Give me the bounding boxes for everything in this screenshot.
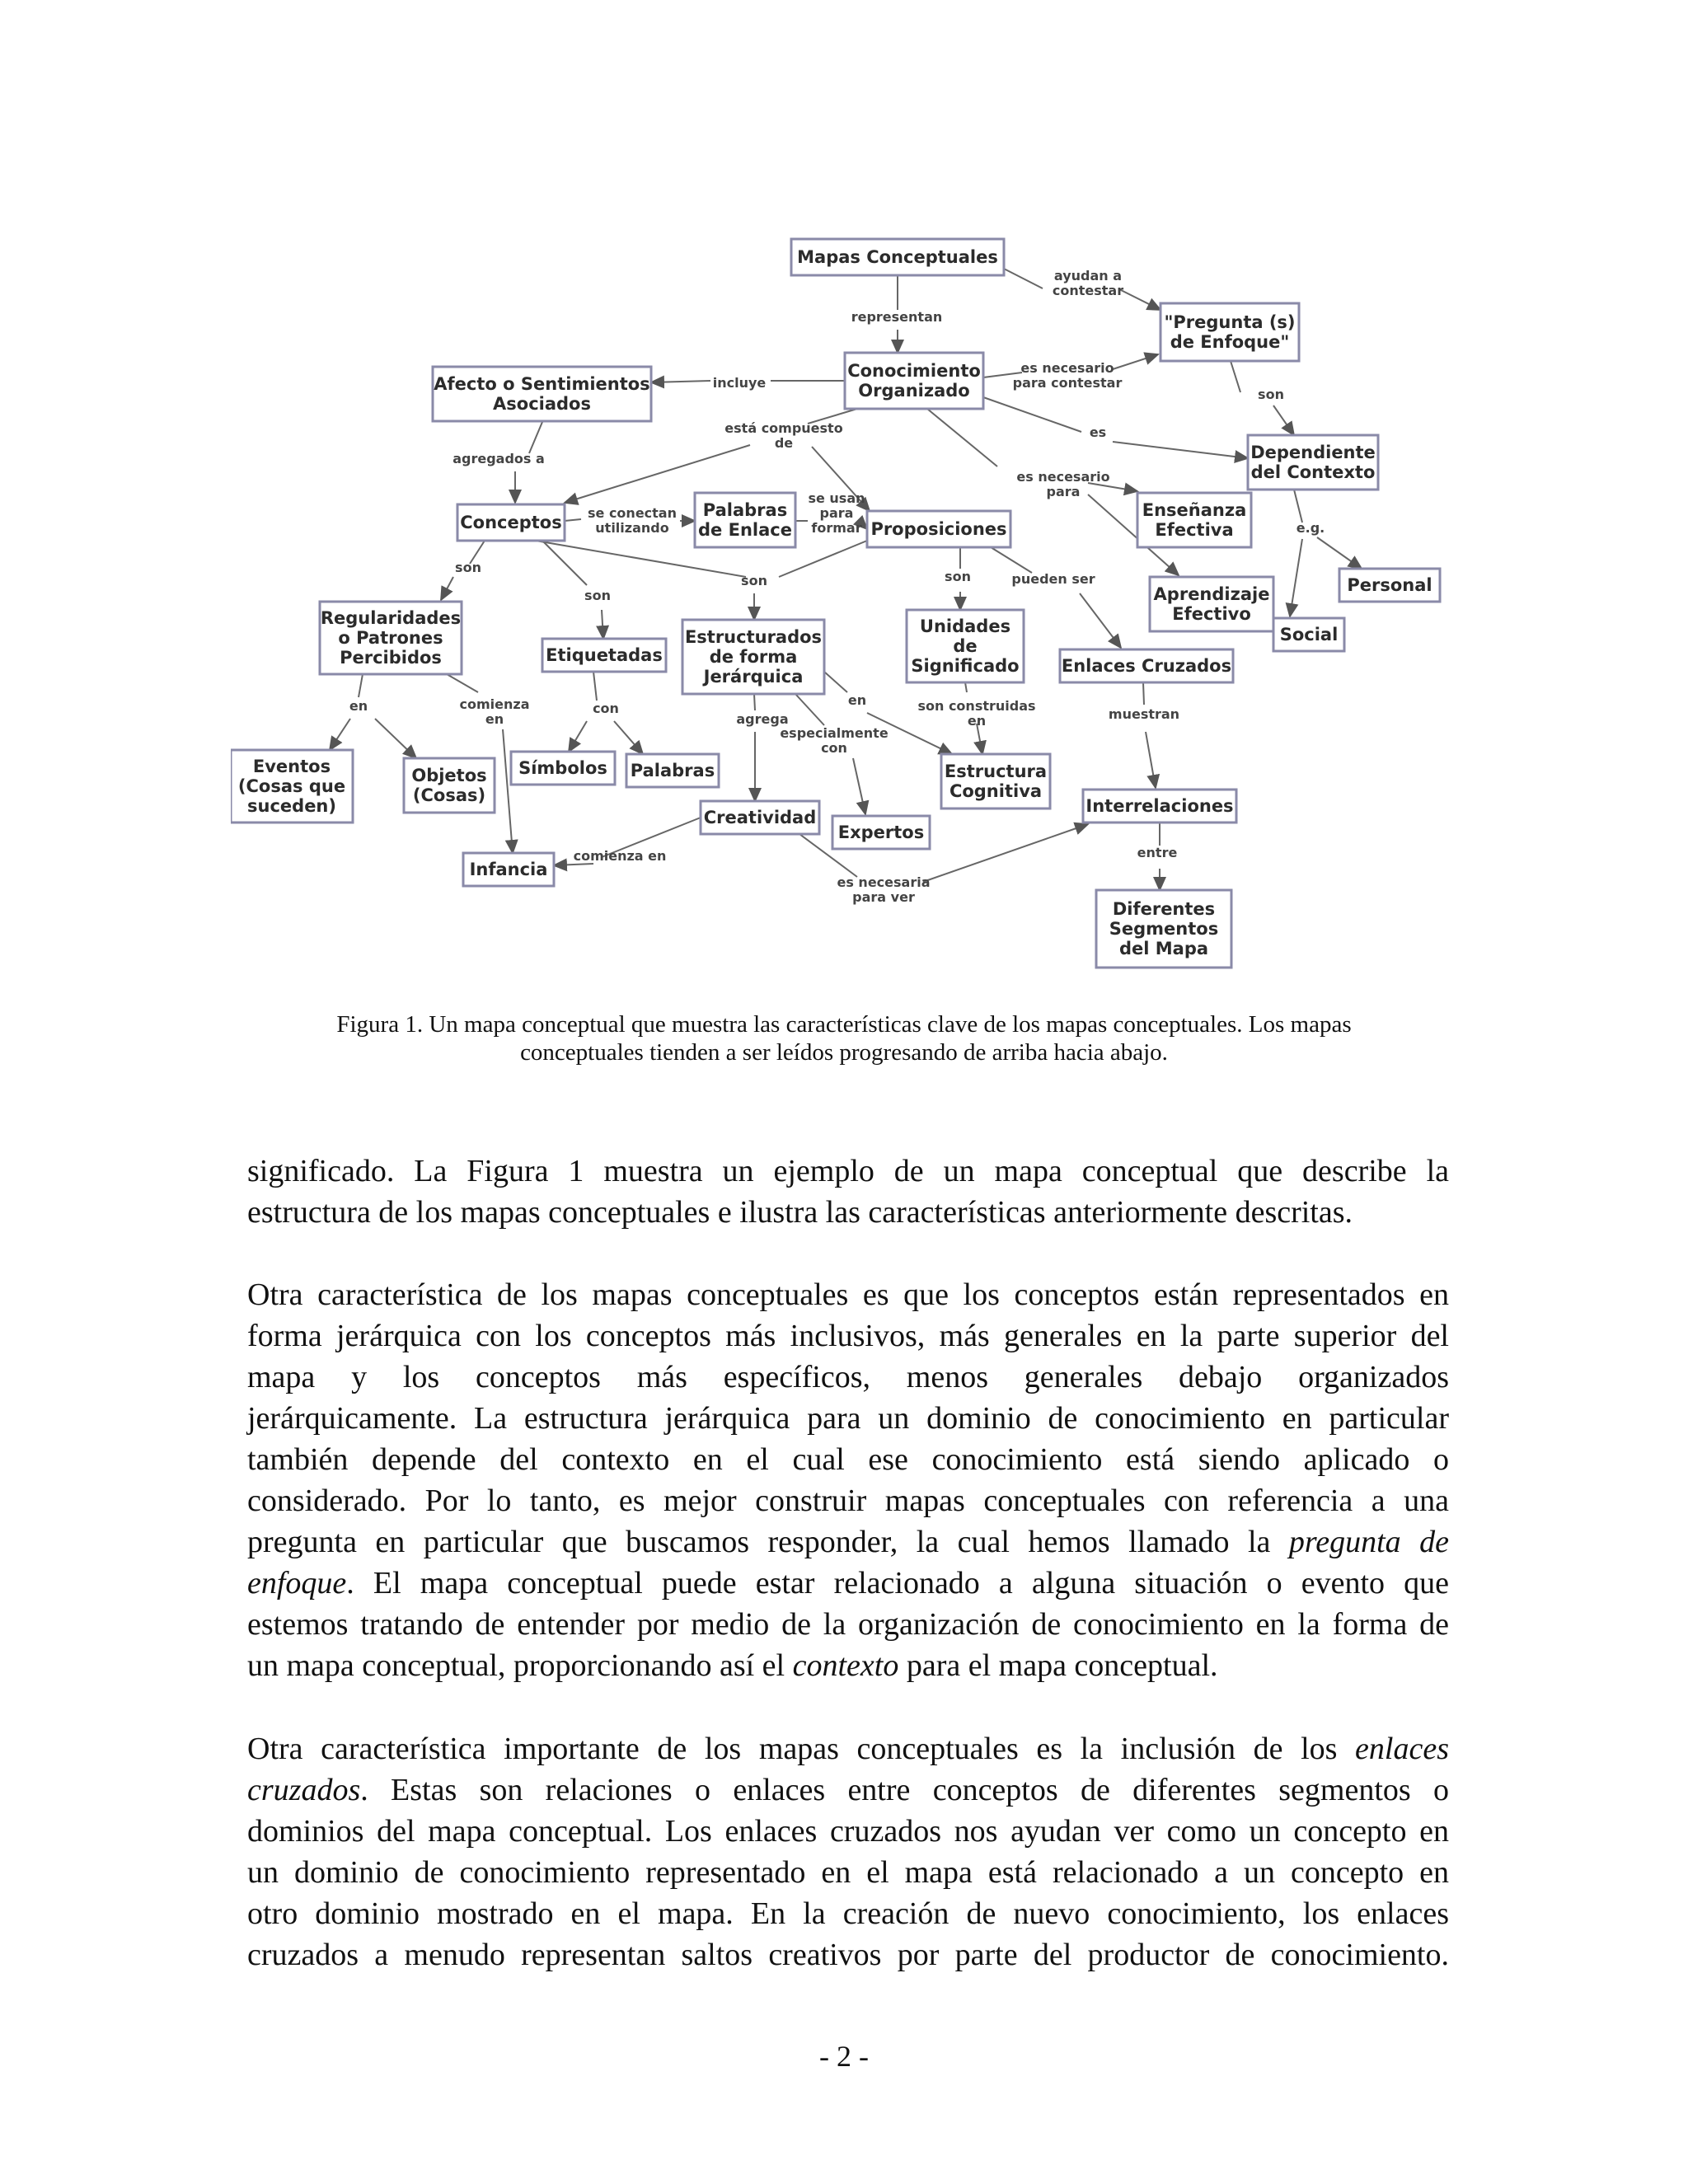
concept-node-text: Enlaces Cruzados <box>1061 656 1232 676</box>
link-label-text: para ver <box>852 889 915 905</box>
concept-map-figure <box>231 231 1451 989</box>
concept-node-text: Proposiciones <box>870 519 1007 539</box>
text-run: para el mapa conceptual. <box>898 1648 1218 1683</box>
link-label-text: contestar <box>1052 283 1124 298</box>
concept-link-line <box>330 719 350 750</box>
concept-node-text: Efectiva <box>1155 520 1234 540</box>
link-label-se-conectan <box>588 505 677 536</box>
text-line: estemos tratando de entender por medio de la organización de conocimiento en la forma de <box>247 1607 1449 1642</box>
link-label-text: en <box>485 711 504 727</box>
concept-node-text: del Contexto <box>1250 462 1376 482</box>
concept-node-palabras-enlace <box>695 493 795 547</box>
paragraph-3 <box>247 1728 1449 1975</box>
link-label-text: utilizando <box>595 520 669 536</box>
link-label-text: es necesario <box>1020 360 1114 376</box>
concept-node-text: Asociados <box>493 394 591 414</box>
text-line: un dominio de conocimiento representado en el mapa está relacionado a un concepto en <box>247 1855 1449 1890</box>
concept-link-line <box>1080 593 1121 648</box>
link-label-esta-compuesto <box>724 420 842 451</box>
link-label-text: es necesaria <box>837 874 931 890</box>
text-line: mapa y los conceptos más específicos, menos generales debajo organizados <box>247 1360 1449 1394</box>
link-label-text: son <box>741 573 767 588</box>
concept-node-text: Palabras <box>702 500 788 520</box>
italic-term: enlaces <box>1355 1732 1449 1766</box>
concept-link-line <box>991 547 1032 573</box>
link-label-text: en <box>847 692 867 708</box>
concept-link-line <box>529 422 542 453</box>
concept-link-line <box>375 719 416 758</box>
text-line <box>247 1769 1449 1811</box>
figure-caption <box>239 1010 1449 1066</box>
concept-node-objetos <box>404 758 495 813</box>
link-label-text: con <box>821 740 847 756</box>
text-line: estructura de los mapas conceptuales e ilustra las características anteriormente descritas. <box>247 1195 1353 1230</box>
link-label-text: son <box>945 569 971 584</box>
link-label-incluye <box>713 375 767 391</box>
concept-node-text: Estructurados <box>684 627 823 647</box>
concept-node-mapas <box>791 239 1004 275</box>
link-label-comienza-en-2 <box>574 848 667 864</box>
text-line: jerárquicamente. La estructura jerárquica para un dominio de conocimiento en particular <box>247 1401 1449 1436</box>
concept-node-text: Dependiente <box>1250 443 1376 462</box>
concept-link-line <box>1290 539 1302 616</box>
link-label-son-2 <box>455 560 481 575</box>
caption-line-2: conceptuales tienden a ser leídos progresando de arriba hacia abajo. <box>520 1039 1168 1066</box>
concept-link-line <box>614 721 643 754</box>
text-line: Otra característica de los mapas conceptuales es que los conceptos están representados en <box>247 1277 1449 1312</box>
concept-node-unidades <box>907 610 1024 682</box>
link-label-son-1 <box>1258 387 1284 402</box>
concept-node-interrelaciones <box>1083 790 1236 823</box>
link-label-text: está compuesto <box>724 420 843 436</box>
link-label-text: con <box>593 701 619 716</box>
link-label-text: agrega <box>736 711 789 727</box>
concept-node-text: Organizado <box>858 381 970 401</box>
italic-term: cruzados <box>247 1773 361 1807</box>
concept-node-afecto <box>433 367 651 421</box>
concept-link-line <box>983 397 1081 432</box>
link-label-text: son <box>1258 387 1284 402</box>
concept-node-text: de Enlace <box>698 520 792 540</box>
text-line: dominios del mapa conceptual. Los enlaces cruzados nos ayudan ver como un concepto en <box>247 1814 1449 1849</box>
text-run: Otra característica importante de los mapas conceptuales es la inclusión de los <box>247 1732 1356 1766</box>
text-line: forma jerárquica con los conceptos más inclusivos, más generales en la parte superior del <box>247 1319 1449 1353</box>
link-label-es <box>1090 424 1106 440</box>
concept-node-diferentes <box>1096 890 1231 968</box>
link-label-text: agregados a <box>452 451 545 466</box>
concept-node-text: Unidades <box>919 616 1011 636</box>
text-line <box>247 1563 1449 1604</box>
concept-link-line <box>1273 405 1294 435</box>
concept-node-aprendizaje <box>1150 577 1273 631</box>
concept-node-simbolos <box>511 752 615 785</box>
concept-link-line <box>754 694 755 710</box>
concept-node-text: Afecto o Sentimientos <box>434 374 650 394</box>
link-label-son-construidas <box>917 698 1035 729</box>
text-run: . El mapa conceptual puede estar relacionado a alguna situación o evento que <box>346 1566 1449 1601</box>
link-label-es-necesario-contestar <box>1013 360 1123 391</box>
concept-node-text: del Mapa <box>1118 939 1209 958</box>
concept-node-text: Social <box>1279 625 1339 644</box>
link-label-text: en <box>349 698 368 714</box>
concept-node-social <box>1273 618 1344 651</box>
text-line <box>247 1645 1449 1686</box>
concept-node-text: Aprendizaje <box>1153 584 1270 604</box>
link-label-en-2 <box>848 692 866 708</box>
link-label-son-3 <box>584 588 611 603</box>
concept-node-text: Cognitiva <box>949 781 1043 801</box>
concept-link-line <box>441 577 453 600</box>
concept-node-regularidades <box>320 602 462 674</box>
concept-link-line <box>359 674 363 697</box>
link-label-agregados <box>452 451 545 466</box>
link-label-text: en <box>967 713 987 729</box>
concept-node-creatividad <box>701 801 819 834</box>
concept-node-text: Conceptos <box>460 513 562 532</box>
link-label-text: son <box>584 588 611 603</box>
concept-node-estructura-cognitiva <box>941 754 1050 808</box>
link-label-text: representan <box>851 309 943 325</box>
page-number: - 2 - <box>819 2040 869 2073</box>
concept-link-line <box>1113 354 1158 369</box>
concept-node-text: de Enfoque" <box>1170 332 1290 352</box>
concept-link-line <box>554 864 593 865</box>
concept-node-text: de <box>953 636 978 656</box>
link-label-text: para contestar <box>1012 375 1123 391</box>
link-label-comienza-en-1 <box>460 696 530 727</box>
link-label-text: comienza <box>459 696 530 712</box>
concept-link-line <box>1113 442 1248 458</box>
concept-node-text: Creatividad <box>703 808 817 827</box>
concept-node-dependiente <box>1248 435 1378 490</box>
link-label-text: se usan <box>808 490 865 506</box>
link-label-text: de <box>774 435 794 451</box>
link-label-text: es <box>1089 424 1107 440</box>
concept-link-line <box>542 541 587 585</box>
concept-node-infancia <box>463 853 554 886</box>
concept-node-text: Conocimiento <box>847 361 981 381</box>
concept-node-expertos <box>832 816 930 849</box>
paragraph-2 <box>247 1274 1449 1686</box>
link-label-son-4 <box>741 573 767 588</box>
concept-link-line <box>447 674 478 692</box>
link-label-muestran <box>1109 706 1179 722</box>
concept-node-text: Mapas Conceptuales <box>797 247 998 267</box>
concept-link-line <box>565 519 581 521</box>
link-label-text: e.g. <box>1296 520 1325 536</box>
concept-node-palabras <box>626 754 719 787</box>
paragraph-1 <box>247 1151 1449 1233</box>
link-label-text: para <box>819 505 854 521</box>
concept-link-line <box>1146 732 1156 788</box>
link-label-entre <box>1137 845 1178 860</box>
link-label-especialmente <box>780 725 888 756</box>
concept-node-text: Diferentes <box>1112 899 1216 919</box>
link-label-pueden-ser <box>1011 571 1095 587</box>
link-label-text: ayudan a <box>1053 268 1123 284</box>
concept-link-line <box>602 610 603 639</box>
concept-node-personal <box>1339 569 1440 602</box>
concept-node-text: Personal <box>1347 575 1432 595</box>
concept-node-text: suceden) <box>247 796 336 816</box>
link-label-text: comienza en <box>573 848 667 864</box>
link-label-text: es necesario <box>1016 469 1110 485</box>
concept-node-text: Estructura <box>944 762 1048 781</box>
concept-node-text: "Pregunta (s) <box>1164 312 1296 332</box>
link-label-ayudan <box>1053 268 1123 298</box>
link-label-eg <box>1296 520 1325 536</box>
concept-link-line <box>1317 537 1362 569</box>
italic-term: pregunta de <box>1288 1525 1449 1559</box>
concept-node-text: Objetos <box>411 766 487 785</box>
link-label-es-necesaria <box>837 874 930 905</box>
concept-link-line <box>1143 682 1144 705</box>
concept-link-line <box>569 721 587 752</box>
concept-link-line <box>923 824 1088 882</box>
text-line: otro dominio mostrado en el mapa. En la creación de nuevo conocimiento, los enlaces <box>247 1896 1449 1931</box>
link-label-text: formar <box>811 520 862 536</box>
concept-node-eventos <box>231 750 353 823</box>
concept-node-text: o Patrones <box>338 628 443 648</box>
concept-map-nodes <box>231 239 1440 968</box>
link-label-text: especialmente <box>780 725 889 741</box>
link-label-text: para <box>1046 484 1081 499</box>
text-line: cruzados a menudo representan saltos creativos por parte del productor de conocimiento. <box>247 1938 1449 1972</box>
link-label-text: se conectan <box>588 505 677 521</box>
concept-link-line <box>853 758 865 814</box>
link-label-son-5 <box>945 569 971 584</box>
link-label-en-1 <box>349 698 368 714</box>
concept-node-text: Enseñanza <box>1142 500 1247 520</box>
concept-node-proposiciones <box>867 511 1010 547</box>
concept-node-text: Eventos <box>252 757 331 776</box>
link-label-text: pueden ser <box>1011 571 1095 587</box>
link-label-text: incluye <box>712 375 767 391</box>
concept-link-line <box>795 694 824 725</box>
concept-node-text: Etiquetadas <box>546 645 663 665</box>
concept-node-text: (Cosas) <box>412 785 486 805</box>
concept-node-text: Percibidos <box>340 648 442 668</box>
concept-node-text: (Cosas que <box>237 776 346 796</box>
concept-node-etiquetadas <box>542 639 666 672</box>
concept-link-line <box>1231 361 1240 392</box>
concept-node-text: Efectivo <box>1172 604 1251 624</box>
concept-node-text: Interrelaciones <box>1085 796 1234 816</box>
concept-link-line <box>1294 490 1302 523</box>
concept-node-text: Segmentos <box>1109 919 1219 939</box>
concept-link-line <box>824 672 847 692</box>
concept-node-text: de forma <box>709 647 798 667</box>
concept-node-text: Símbolos <box>518 758 607 778</box>
text-line: considerado. Por lo tanto, es mejor construir mapas conceptuales con referencia a una <box>247 1483 1449 1518</box>
concept-node-enlaces-cruzados <box>1060 649 1233 682</box>
text-line <box>247 1521 1449 1563</box>
link-label-con <box>593 701 619 716</box>
concept-link-line <box>651 381 710 382</box>
text-run: un mapa conceptual, proporcionando así el <box>247 1648 793 1683</box>
concept-node-ensenanza <box>1137 493 1251 547</box>
concept-link-line <box>1121 290 1160 310</box>
text-run: . Estas son relaciones o enlaces entre conceptos de diferentes segmentos o <box>360 1773 1449 1807</box>
link-label-es-necesario-para <box>1016 469 1109 499</box>
concept-node-text: Expertos <box>837 823 925 842</box>
concept-link-line <box>1004 269 1043 288</box>
text-line: significado. La Figura 1 muestra un ejemplo de un mapa conceptual que describe la <box>247 1154 1449 1188</box>
concept-node-text: Jerárquica <box>703 667 804 687</box>
concept-link-line <box>965 682 967 692</box>
text-line: también depende del contexto en el cual ese conocimiento está siendo aplicado o <box>247 1442 1449 1477</box>
concept-node-estructurados <box>682 620 824 694</box>
link-label-text: son construidas <box>917 698 1036 714</box>
italic-term: enfoque <box>247 1566 347 1601</box>
concept-node-pregunta <box>1160 303 1299 361</box>
text-run: pregunta en particular que buscamos responder, la cual hemos llamado la <box>247 1525 1289 1559</box>
link-label-text: entre <box>1137 845 1178 860</box>
concept-link-line <box>593 672 597 701</box>
link-label-text: son <box>455 560 481 575</box>
concept-node-text: Significado <box>911 656 1020 676</box>
link-label-se-usan <box>808 490 865 536</box>
link-label-text: muestran <box>1108 706 1180 722</box>
caption-line-1: Figura 1. Un mapa conceptual que muestra las características clave de los mapas conceptuales. Los mapas <box>336 1011 1352 1038</box>
link-label-representan <box>851 309 943 325</box>
concept-link-line <box>927 409 997 466</box>
italic-term: contexto <box>792 1648 899 1683</box>
text-line <box>247 1728 1449 1769</box>
concept-node-text: Palabras <box>630 761 715 780</box>
concept-node-conocimiento <box>845 353 983 409</box>
concept-node-conceptos <box>457 504 565 541</box>
concept-node-text: Regularidades <box>320 608 462 628</box>
concept-node-text: Infancia <box>469 860 548 879</box>
concept-link-line <box>503 729 513 853</box>
